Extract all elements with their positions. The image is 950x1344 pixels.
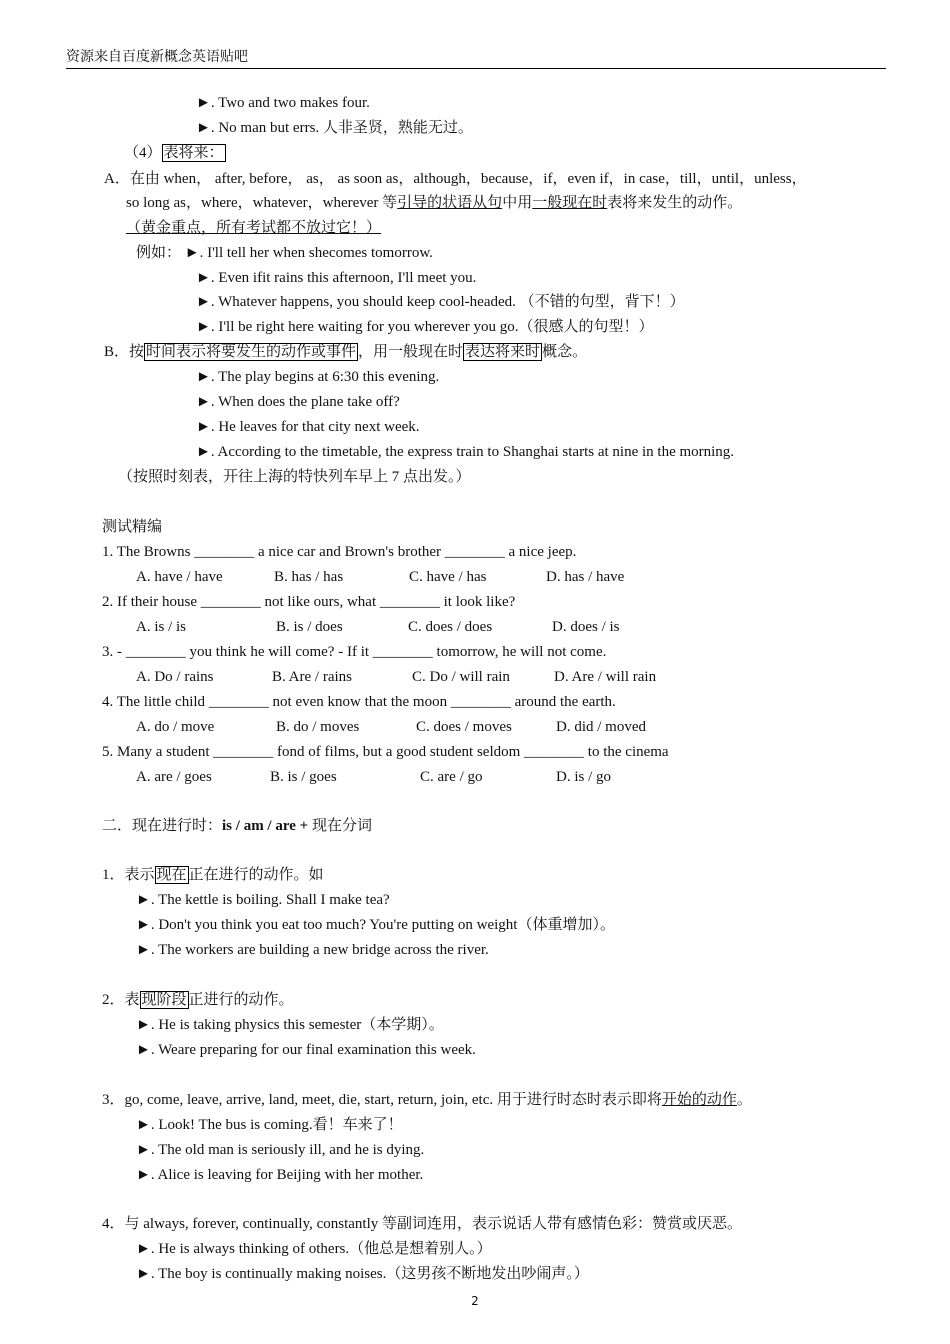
example-line: ►. Don't you think you eat too much? You're putting on weight（体重增加）。: [136, 917, 615, 933]
example-line: ►. Whatever happens, you should keep cool-headed. （不错的句型，背下！）: [196, 294, 685, 310]
quiz-question: 5. Many a student ________ fond of films, but a good student seldom ________ to the cinema: [102, 744, 669, 760]
quiz-option: D. did / moved: [556, 719, 646, 735]
point-4-heading: 4．与 always, forever, continually, constantly 等副词连用，表示说话人带有感情色彩：赞赏或厌恶。: [102, 1216, 743, 1232]
quiz-option: A. are / goes: [136, 769, 212, 785]
quiz-option: A. is / is: [136, 619, 187, 635]
quiz-option: D. is / go: [556, 769, 612, 785]
example-line: ►. Weare preparing for our final examination this week.: [136, 1042, 476, 1058]
example-line: ►. He leaves for that city next week.: [196, 419, 420, 435]
quiz-option: D. does / is: [552, 619, 620, 635]
example-line: ►. The kettle is boiling. Shall I make tea?: [136, 892, 390, 908]
quiz-question: 3. - ________ you think he will come? - If it ________ tomorrow, he will not come.: [102, 644, 607, 660]
example-line: ►. He is always thinking of others.（他总是想着别人。）: [136, 1241, 492, 1257]
quiz-question: 2. If their house ________ not like ours, what ________ it look like?: [102, 594, 516, 610]
quiz-question: 4. The little child ________ not even know that the moon ________ around the earth.: [102, 694, 616, 710]
quiz-option: A. Do / rains: [136, 669, 214, 685]
example-line: ►. He is taking physics this semester（本学期）。: [136, 1017, 444, 1033]
quiz-option: C. does / does: [408, 619, 493, 635]
quiz-option: B. is / does: [276, 619, 343, 635]
quiz-option: B. is / goes: [270, 769, 337, 785]
quiz-option: B. Are / rains: [272, 669, 352, 685]
example-line: ►. Alice is leaving for Beijing with her mother.: [136, 1167, 424, 1183]
quiz-heading: 测试精编: [102, 519, 163, 535]
example-line: ►. The old man is seriously ill, and he is dying.: [136, 1142, 425, 1158]
header-rule: [66, 68, 886, 69]
example-line: ►. No man but errs. 人非圣贤，熟能无过。: [196, 120, 473, 136]
rule-a-line1: A．在由 when， after, before， as， as soon as，although，because，if，even if，in case，till，until，unless，: [104, 171, 807, 187]
example-line: ►. According to the timetable, the express train to Shanghai starts at nine in the morning.: [196, 444, 735, 460]
point-1-heading: 1．表示 现在 正在进行的动作。如: [102, 867, 324, 883]
page-number: 2: [471, 1294, 479, 1308]
key-point-note: （黄金重点，所有考试都不放过它！）: [126, 220, 382, 236]
quiz-option: C. are / go: [420, 769, 483, 785]
example-line: 例如： ►. I'll tell her when shecomes tomorrow.: [136, 245, 433, 261]
quiz-question: 1. The Browns ________ a nice car and Brown's brother ________ a nice jeep.: [102, 544, 577, 560]
translation-note: （按照时刻表，开往上海的特快列车早上 7 点出发。）: [118, 469, 471, 485]
quiz-option: B. do / moves: [276, 719, 360, 735]
example-line: ►. The play begins at 6:30 this evening.: [196, 369, 440, 385]
point-2-heading: 2．表 现阶段 正进行的动作。: [102, 992, 294, 1008]
quiz-option: D. has / have: [546, 569, 625, 585]
section-heading: 二．现在进行时：is / am / are + 现在分词: [102, 818, 372, 834]
subsection-heading: （4） 表将来：: [124, 145, 224, 161]
quiz-option: A. do / move: [136, 719, 215, 735]
example-line: ►. Two and two makes four.: [196, 95, 370, 111]
quiz-option: C. have / has: [409, 569, 487, 585]
example-line: ►. Even ifit rains this afternoon, I'll meet you.: [196, 270, 477, 286]
example-line: ►. The workers are building a new bridge across the river.: [136, 942, 489, 958]
quiz-option: C. Do / will rain: [412, 669, 510, 685]
example-line: ►. I'll be right here waiting for you wherever you go.（很感人的句型！）: [196, 319, 654, 335]
point-3-heading: 3．go, come, leave, arrive, land, meet, die, start, return, join, etc. 用于进行时态时表示即将开始的动作。: [102, 1092, 752, 1108]
rule-b-line: B．按 时间表示将要发生的动作或事件 ，用一般现在时 表达将来时 概念。: [104, 344, 588, 360]
example-line: ►. The boy is continually making noises.（这男孩不断地发出吵闹声。）: [136, 1266, 589, 1282]
rule-a-line2: so long as，where，whatever，wherever 等引导的状语从句中用一般现在时表将来发生的动作。: [126, 195, 743, 211]
example-line: ►. When does the plane take off?: [196, 394, 400, 410]
quiz-option: C. does / moves: [416, 719, 512, 735]
quiz-option: D. Are / will rain: [554, 669, 657, 685]
example-line: ►. Look! The bus is coming.看！车来了！: [136, 1117, 403, 1133]
quiz-option: A. have / have: [136, 569, 223, 585]
quiz-option: B. has / has: [274, 569, 344, 585]
page-header: 资源来自百度新概念英语贴吧: [66, 49, 248, 65]
